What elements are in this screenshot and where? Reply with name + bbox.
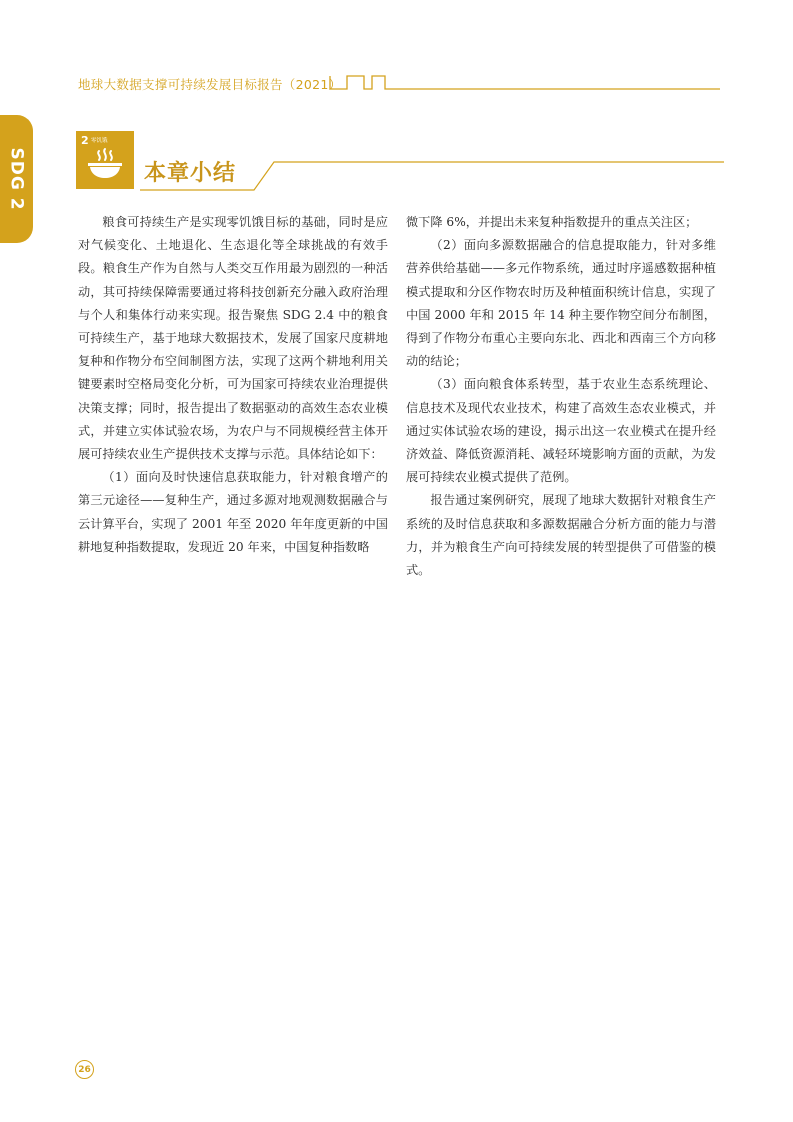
paragraph: （3）面向粮食体系转型，基于农业生态系统理论、信息技术及现代农业技术，构建了高效生态农业模式，并通过实体试验农场的建设，揭示出这一农业模式在提升经济效益、降低资源消耗、减轻环境影响方面的贡献，为发展可持续农业模式提供了范例。: [406, 377, 716, 485]
sdg-number: 2: [81, 134, 89, 147]
paragraph: （2）面向多源数据融合的信息提取能力，针对多维营养供给基础——多元作物系统，通过时序遥感数据种植模式提取和分区作物农时历及种植面积统计信息，实现了中国 2000 年和 2015 年 14 种主要作物空间分布制图，得到了作物分布重心主要向东北、西北和西南三个方向移动的结论；: [406, 238, 716, 369]
paragraph: （1）面向及时快速信息获取能力，针对粮食增产的第三元途径——复种生产，通过多源对地观测数据融合与云计算平台，实现了 2001 年至 2020 年年度更新的中国耕地复种指数提取，发现近 20 年来，中国复种指数略: [78, 470, 388, 554]
bowl-icon: [85, 147, 125, 183]
page-number: 26: [75, 1060, 94, 1079]
chapter-title: 本章小结: [144, 161, 237, 186]
right-text-column: [406, 211, 716, 582]
left-text-column: [78, 211, 388, 559]
running-header-title: 地球大数据支撑可持续发展目标报告（2021）: [78, 77, 342, 92]
side-tab-label: SDG 2: [6, 147, 27, 211]
sdg-label: 零饥饿: [91, 138, 108, 144]
paragraph: 微下降 6%，并提出未来复种指数提升的重点关注区；: [406, 215, 698, 229]
paragraph: 粮食可持续生产是实现零饥饿目标的基础，同时是应对气候变化、土地退化、生态退化等全球挑战的有效手段。粮食生产作为自然与人类交互作用最为剧烈的一种活动，其可持续保障需要通过将科技创新充分融入政府治理与个人和集体行动来实现。报告聚焦 SDG 2.4 中的粮食可持续生产，基于地球大数据技术，发展了国家尺度耕地复种和作物分布空间制图方法，实现了这两个耕地利用关键要素时空格局变化分析，可为国家可持续农业治理提供决策支撑；同时，报告提出了数据驱动的高效生态农业模式，并建立实体试验农场，为农户与不同规模经营主体开展可持续农业生产提供技术支撑与示范。具体结论如下：: [78, 215, 388, 462]
side-chapter-tab: [0, 115, 33, 243]
paragraph: 报告通过案例研究，展现了地球大数据针对粮食生产系统的及时信息获取和多源数据融合分析方面的能力与潜力，并为粮食生产向可持续发展的转型提供了可借鉴的模式。: [406, 493, 716, 578]
sdg-badge: [76, 131, 134, 189]
header-decoration: [0, 70, 793, 100]
